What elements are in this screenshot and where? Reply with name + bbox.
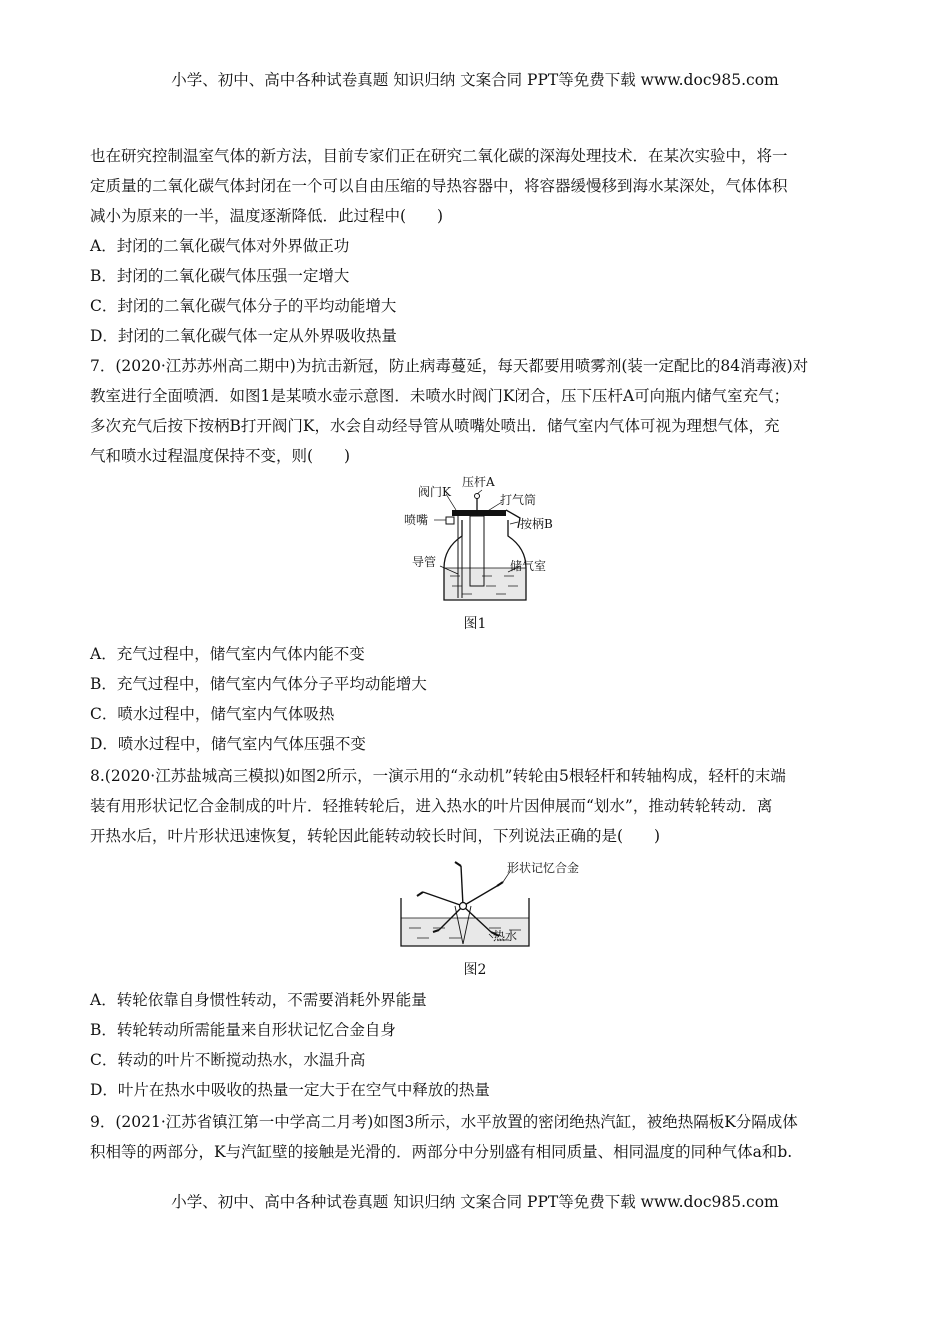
q9-line-2: 积相等的两部分，K与汽缸壁的接触是光滑的．两部分中分别盛有相同质量、相同温度的同种气体a和b. [90,1143,793,1161]
label-chamber: 储气室 [510,559,547,573]
label-pump: 打气筒 [500,493,537,507]
figure-1-spray-bottle [400,472,580,612]
label-rod: 压杆A [462,475,495,489]
page-header: 小学、初中、高中各种试卷真题 知识归纳 文案合同 PPT等免费下载 www.doc985.com [171,71,779,89]
q9-line-1: 9．(2021·江苏省镇江第一中学高二月考)如图3所示，水平放置的密闭绝热汽缸，被绝热隔板K分隔成体 [90,1113,798,1131]
q7-line-4: 气和喷水过程温度保持不变，则( ) [90,447,351,465]
q8-option-c: C．转动的叶片不断搅动热水，水温升高 [90,1051,366,1069]
figure-2-wheel [393,856,580,956]
label-nozzle: 喷嘴 [404,513,429,527]
q7-option-d: D．喷水过程中，储气室内气体压强不变 [90,735,366,753]
q8-line-2: 装有用形状记忆合金制成的叶片．轻推转轮后，进入热水的叶片因伸展而“划水”，推动转轮转动．离 [90,797,773,815]
q8-option-b: B．转轮转动所需能量来自形状记忆合金自身 [90,1021,396,1039]
q7-option-c: C．喷水过程中，储气室内气体吸热 [90,705,335,723]
q6-option-c: C．封闭的二氧化碳气体分子的平均动能增大 [90,297,397,315]
q7-line-1: 7．(2020·江苏苏州高二期中)为抗击新冠，防止病毒蔓延，每天都要用喷雾剂(装一定配比的84消毒液)对 [90,357,809,375]
q7-line-2: 教室进行全面喷洒．如图1是某喷水壶示意图．未喷水时阀门K闭合，压下压杆A可向瓶内储气室充气； [90,387,790,405]
label-hot-water: 热水 [493,929,518,943]
label-valve: 阀门K [418,485,451,499]
valve-bar [452,510,506,516]
q7-option-a: A．充气过程中，储气室内气体内能不变 [90,645,365,663]
q6-line-3: 减小为原来的一半，温度逐渐降低．此过程中( ) [90,207,444,225]
q6-line-1: 也在研究控制温室气体的新方法，目前专家们正在研究二氧化碳的深海处理技术．在某次实验中，将一 [90,147,788,165]
label-alloy: 形状记忆合金 [507,861,580,875]
q6-option-b: B．封闭的二氧化碳气体压强一定增大 [90,267,350,285]
q6-line-2: 定质量的二氧化碳气体封闭在一个可以自由压缩的导热容器中，将容器缓慢移到海水某深处，气体体积 [90,177,788,195]
q6-option-d: D．封闭的二氧化碳气体一定从外界吸收热量 [90,327,397,345]
q7-option-b: B．充气过程中，储气室内气体分子平均动能增大 [90,675,427,693]
axle [460,903,467,910]
nozzle [446,517,454,524]
q8-line-3: 开热水后，叶片形状迅速恢复，转轮因此能转动较长时间，下列说法正确的是( ) [90,827,661,845]
figure-1-caption: 图1 [463,616,487,632]
q8-option-a: A．转轮依靠自身惯性转动，不需要消耗外界能量 [90,991,427,1009]
label-tube: 导管 [412,555,437,569]
q6-option-a: A．封闭的二氧化碳气体对外界做正功 [90,237,350,255]
q7-line-3: 多次充气后按下按柄B打开阀门K，水会自动经导管从喷嘴处喷出．储气室内气体可视为理想气体，充 [90,417,780,435]
page-footer: 小学、初中、高中各种试卷真题 知识归纳 文案合同 PPT等免费下载 www.doc985.com [171,1193,779,1211]
q8-option-d: D．叶片在热水中吸收的热量一定大于在空气中释放的热量 [90,1081,490,1099]
figure-2-caption: 图2 [463,962,487,978]
label-handle: 按柄B [520,517,553,531]
q8-line-1: 8.(2020·江苏盐城高三模拟)如图2所示，一演示用的“永动机”转轮由5根轻杆和转轴构成，轻杆的末端 [90,767,786,785]
